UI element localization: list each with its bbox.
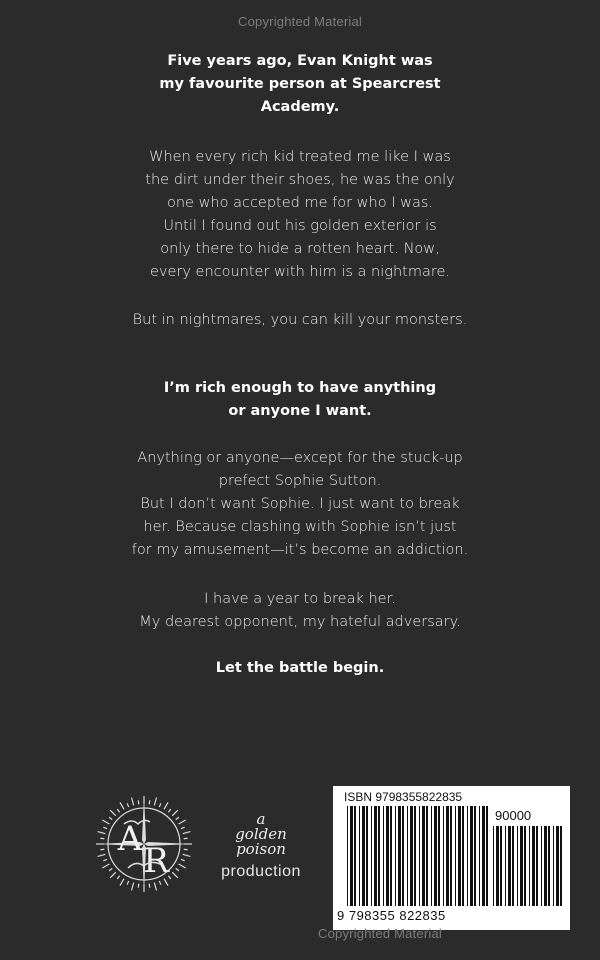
blurb-paragraph-5 bbox=[90, 447, 510, 562]
barcode-bar bbox=[422, 806, 425, 906]
logo-ray bbox=[154, 798, 156, 806]
logo-ray bbox=[132, 883, 134, 891]
logo-ray bbox=[110, 810, 116, 816]
blurb-line: But in nightmares, you can kill your monsters. bbox=[132, 312, 468, 328]
blurb-line: Five years ago, Evan Knight was bbox=[167, 53, 433, 69]
barcode-bar bbox=[517, 826, 518, 906]
barcode-bar bbox=[474, 806, 476, 906]
blurb-line: every encounter with him is a nightmare. bbox=[149, 264, 451, 280]
barcode-bar bbox=[470, 806, 473, 906]
isbn-label: ISBN 9798355822835 bbox=[344, 790, 463, 804]
barcode-bar bbox=[508, 826, 511, 906]
barcode-bar bbox=[407, 806, 408, 906]
logo-ray bbox=[102, 820, 109, 824]
script-line: a bbox=[256, 810, 266, 828]
barcode-bar bbox=[544, 826, 547, 906]
blurb-line: My dearest opponent, my hateful adversary. bbox=[139, 614, 461, 630]
barcode-bar bbox=[383, 806, 384, 906]
barcode-bar bbox=[532, 826, 535, 906]
barcode-bar bbox=[496, 826, 499, 906]
logo-ray bbox=[159, 881, 161, 885]
logo-ray bbox=[98, 832, 106, 834]
logo-ray bbox=[117, 809, 119, 812]
script-line: golden bbox=[235, 825, 287, 843]
barcode-bar bbox=[434, 806, 437, 906]
barcode-bar bbox=[548, 826, 550, 906]
monogram-letter-r: R bbox=[143, 841, 169, 881]
script-line: poison bbox=[236, 840, 286, 858]
logo-ray bbox=[183, 854, 191, 856]
logo-ray bbox=[172, 810, 178, 816]
logo-ray bbox=[98, 854, 106, 856]
barcode-bar bbox=[362, 806, 365, 906]
barcode-bar bbox=[520, 826, 523, 906]
barcode-bar bbox=[426, 806, 428, 906]
barcode-digits: 9 798355 822835 bbox=[337, 908, 446, 923]
barcode-bar bbox=[455, 806, 456, 906]
copyright-watermark-bottom: Copyrighted Material bbox=[318, 926, 442, 941]
barcode-bar bbox=[556, 826, 559, 906]
blurb-line: Let the battle begin. bbox=[215, 660, 385, 676]
logo-ray bbox=[168, 809, 170, 812]
logo-ray bbox=[102, 864, 109, 868]
isbn-barcode bbox=[333, 786, 570, 930]
logo-ray bbox=[176, 817, 179, 819]
logo-ray bbox=[127, 803, 129, 807]
blurb-line: I’m rich enough to have anything bbox=[163, 380, 437, 396]
logo-ray bbox=[103, 827, 107, 829]
barcode-bar bbox=[347, 806, 348, 906]
barcode-bar bbox=[541, 826, 542, 906]
barcode-bar bbox=[414, 806, 416, 906]
barcode-bar bbox=[467, 806, 468, 906]
blurb-paragraph-7 bbox=[90, 657, 510, 680]
logo-ray bbox=[183, 832, 191, 834]
logo-ray bbox=[138, 884, 139, 888]
barcode-bar bbox=[553, 826, 554, 906]
barcode-bar bbox=[486, 806, 488, 906]
blurb-line: Academy. bbox=[260, 99, 340, 115]
logo-ray bbox=[179, 820, 186, 824]
blurb-line: her. Because clashing with Sophie isn’t just bbox=[143, 519, 457, 535]
barcode-bar bbox=[529, 826, 530, 906]
barcode-bar bbox=[450, 806, 452, 906]
barcode-bar bbox=[493, 826, 494, 906]
barcode-bar bbox=[398, 806, 401, 906]
blurb-line: my favourite person at Spearcrest bbox=[159, 76, 441, 92]
barcode-bar bbox=[479, 806, 480, 906]
logo-ray bbox=[159, 803, 161, 807]
barcode-bar bbox=[374, 806, 377, 906]
barcode-bar bbox=[371, 806, 372, 906]
barcode-bar bbox=[390, 806, 392, 906]
blurb-line: I have a year to break her. bbox=[204, 591, 396, 607]
ar-monogram-logo bbox=[88, 788, 200, 900]
barcode-bar bbox=[378, 806, 380, 906]
barcode-bar bbox=[402, 806, 404, 906]
logo-ray bbox=[117, 876, 119, 879]
barcode-bar bbox=[386, 806, 389, 906]
logo-ray bbox=[184, 849, 188, 850]
barcode-bar bbox=[512, 826, 514, 906]
golden-poison-script bbox=[206, 812, 316, 857]
barcode-bar bbox=[462, 806, 464, 906]
logo-ray bbox=[109, 817, 112, 819]
logo-ray bbox=[184, 838, 188, 839]
blurb-paragraph-3 bbox=[90, 309, 510, 332]
barcode-bar bbox=[524, 826, 526, 906]
barcode-bar bbox=[500, 826, 502, 906]
blurb-line: for my amusement—it’s become an addiction. bbox=[131, 542, 469, 558]
logo-ray bbox=[149, 884, 150, 888]
logo-ray bbox=[103, 859, 107, 861]
blurb-paragraph-6 bbox=[90, 588, 510, 634]
blurb-line: prefect Sophie Sutton. bbox=[218, 473, 382, 489]
barcode-bar bbox=[458, 806, 461, 906]
logo-ray bbox=[181, 827, 185, 829]
logo-ray bbox=[172, 872, 178, 878]
monogram-letter-a: A bbox=[117, 819, 143, 859]
golden-poison-production-logo bbox=[206, 812, 316, 902]
production-word: production bbox=[221, 863, 301, 880]
barcode-bar bbox=[354, 806, 356, 906]
logo-ray bbox=[132, 798, 134, 806]
barcode-bar bbox=[482, 806, 485, 906]
barcode-bar bbox=[431, 806, 432, 906]
barcode-bar bbox=[350, 806, 353, 906]
blurb-line: But I don’t want Sophie. I just want to break bbox=[140, 496, 460, 512]
barcode-bar bbox=[536, 826, 538, 906]
barcode-bar bbox=[560, 826, 562, 906]
blurb-line: the dirt under their shoes, he was the only bbox=[145, 172, 455, 188]
barcode-bar bbox=[505, 826, 506, 906]
logo-ray bbox=[179, 864, 186, 868]
barcode-bar bbox=[438, 806, 440, 906]
logo-ray bbox=[127, 881, 129, 885]
logo-ray bbox=[120, 879, 124, 886]
barcode-bar bbox=[359, 806, 360, 906]
logo-ray bbox=[100, 849, 104, 850]
barcode-bar bbox=[443, 806, 444, 906]
logo-ray bbox=[181, 859, 185, 861]
barcode-bar bbox=[446, 806, 449, 906]
logo-ray bbox=[100, 838, 104, 839]
blurb-paragraph-2 bbox=[90, 146, 510, 284]
logo-ray bbox=[109, 868, 112, 870]
logo-ray bbox=[110, 872, 116, 878]
blurb-paragraph-1 bbox=[90, 50, 510, 119]
logo-ray bbox=[138, 800, 139, 804]
blurb-paragraph-4 bbox=[90, 377, 510, 423]
barcode-bar bbox=[419, 806, 420, 906]
blurb-line: one who accepted me for who I was. bbox=[166, 195, 434, 211]
logo-ray bbox=[164, 802, 168, 809]
barcode-bar bbox=[366, 806, 368, 906]
copyright-watermark-top: Copyrighted Material bbox=[238, 14, 362, 29]
logo-ray bbox=[154, 883, 156, 891]
blurb-line: Until I found out his golden exterior is bbox=[163, 218, 437, 234]
barcode-bar bbox=[395, 806, 396, 906]
barcode-bar bbox=[410, 806, 413, 906]
logo-ray bbox=[120, 802, 124, 809]
logo-ray bbox=[176, 868, 179, 870]
blurb-line: Anything or anyone—except for the stuck-up bbox=[137, 450, 463, 466]
price-code: 90000 bbox=[495, 808, 532, 823]
blurb-line: or anyone I want. bbox=[228, 403, 372, 419]
blurb-line: When every rich kid treated me like I was bbox=[149, 149, 451, 165]
blurb-line: only there to hide a rotten heart. Now, bbox=[160, 241, 440, 257]
logo-ray bbox=[149, 800, 150, 804]
